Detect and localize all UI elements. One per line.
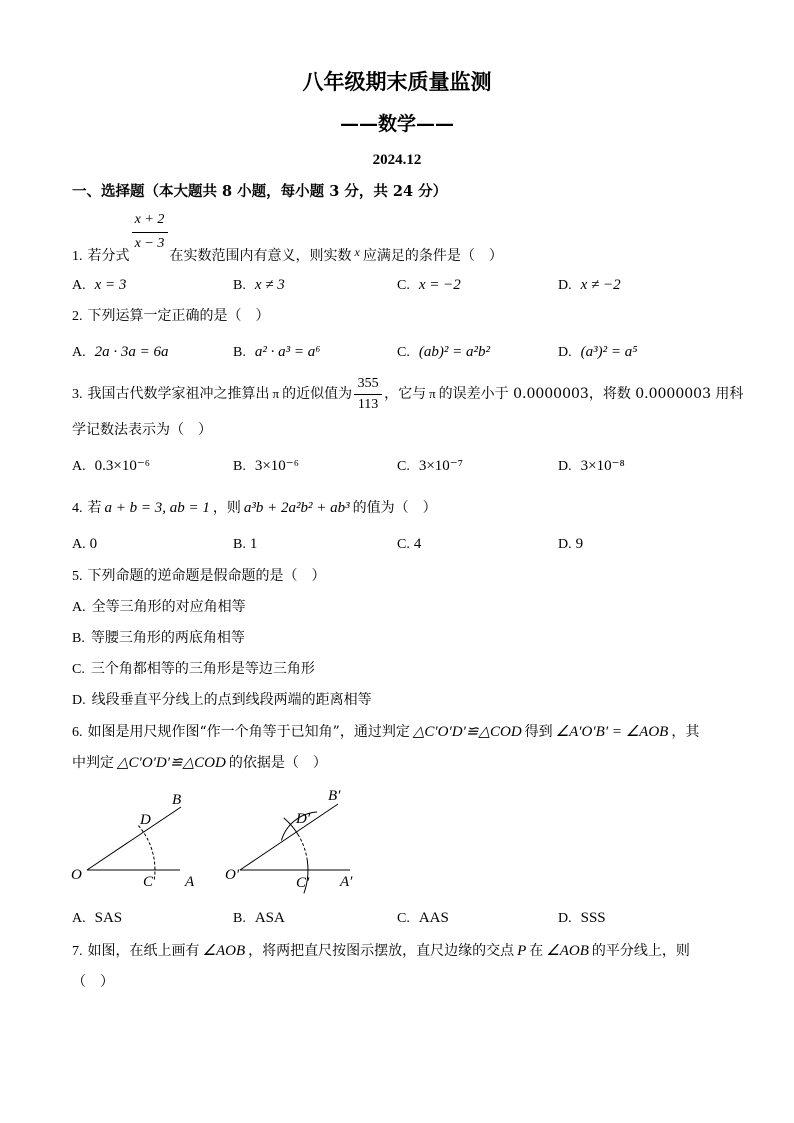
question-5 — [72, 566, 326, 587]
option-letter: A. — [72, 345, 86, 360]
option-value: x = −2 — [418, 277, 461, 293]
original-angle-diagram — [71, 792, 195, 890]
compass-arc-middle — [299, 836, 307, 861]
ray-ob — [87, 807, 181, 870]
question-text: 如图是用尺规作图“作一个角等于已知角”，通过判定 — [87, 724, 410, 740]
option-letter: C. — [397, 459, 410, 474]
question-3 — [72, 376, 744, 412]
fraction — [132, 212, 168, 262]
option-value: 9 — [575, 536, 584, 552]
math-variable: x — [354, 245, 360, 259]
option-d — [558, 908, 606, 929]
option-d — [558, 534, 583, 555]
option-a — [72, 908, 122, 929]
option-value: 4 — [413, 536, 422, 552]
question-4 — [72, 498, 437, 519]
option-letter: A. — [72, 278, 86, 293]
compass-arc — [138, 825, 155, 880]
question-2 — [72, 306, 270, 327]
option-c — [397, 342, 490, 363]
option-a — [72, 456, 150, 477]
label-c: C — [143, 874, 154, 890]
subject-title: ——数学—— — [339, 113, 454, 135]
option-c — [397, 534, 421, 555]
question-text: ，其 — [671, 724, 700, 740]
label-b-prime: B′ — [328, 788, 341, 804]
math-expression: a³b + 2a²b² + ab³ — [243, 500, 350, 516]
option-value: 线段垂直平分线上的点到线段两端的距离相等 — [91, 692, 372, 708]
option-letter: A. — [72, 911, 86, 926]
fraction-denominator: 113 — [357, 397, 379, 412]
option-letter: D. — [558, 911, 572, 926]
math-expression: △C′O′D′≌△COD — [117, 755, 226, 771]
label-c-prime: C′ — [296, 875, 310, 891]
option-letter: B. — [233, 278, 246, 293]
option-value: 1 — [249, 536, 258, 552]
question-text: 若 — [87, 500, 102, 516]
question-3-options — [0, 456, 794, 476]
question-number: 4. — [72, 501, 83, 516]
option-letter: D. — [558, 537, 572, 552]
option-b — [233, 908, 285, 929]
option-a — [72, 275, 126, 296]
option-letter: A. — [72, 459, 86, 474]
section-heading: 一、选择题（本大题共 8 小题，每小题 3 分，共 24 分） — [72, 183, 448, 200]
option-letter: C. — [397, 911, 410, 926]
question-number: 1. — [72, 249, 83, 264]
option-letter: C. — [397, 537, 410, 552]
question-text: 得到 — [524, 724, 553, 740]
option-value: 0.3×10⁻⁶ — [94, 458, 150, 474]
question-2-options — [0, 342, 794, 362]
fraction-denominator: x − 3 — [134, 236, 165, 251]
option-d — [72, 690, 372, 711]
label-a-prime: A′ — [340, 874, 353, 890]
question-text: 的误差小于 0.0000003，将数 0.0000003 用科 — [438, 386, 744, 402]
option-value: x ≠ −2 — [580, 277, 621, 293]
page-title: 八年级期末质量监测 — [302, 69, 492, 94]
option-letter: B. — [233, 537, 246, 552]
question-7 — [72, 941, 690, 962]
label-d: D — [140, 812, 151, 828]
option-d — [558, 456, 625, 477]
pi-symbol: π — [272, 386, 280, 401]
question-text: 在实数范围内有意义，则实数 — [169, 248, 352, 264]
label-o: O — [71, 867, 82, 883]
label-o-prime: O′ — [225, 867, 240, 883]
question-text: 下列命题的逆命题是假命题的是（ ） — [87, 568, 326, 584]
option-value: 等腰三角形的两底角相等 — [90, 630, 245, 646]
option-c — [397, 275, 461, 296]
question-number: 5. — [72, 569, 83, 584]
fraction-numerator: x + 2 — [132, 212, 168, 233]
angle-construction-figure — [0, 780, 400, 900]
option-d — [558, 275, 621, 296]
label-a: A — [185, 874, 195, 890]
option-b — [72, 628, 245, 649]
question-text: 如图，在纸上画有 — [87, 943, 200, 959]
option-value: a² · a³ = a⁶ — [254, 344, 321, 360]
option-value: SSS — [580, 910, 606, 926]
option-value: (a³)² = a⁵ — [580, 344, 638, 360]
option-c — [397, 456, 463, 477]
option-a — [72, 342, 169, 363]
question-4-options — [0, 534, 794, 554]
option-value: 3×10⁻⁷ — [418, 458, 463, 474]
option-value: x = 3 — [94, 277, 127, 293]
option-value: (ab)² = a²b² — [418, 344, 490, 360]
option-b — [233, 275, 285, 296]
math-expression: ∠AOB — [202, 943, 246, 959]
math-expression: ∠AOB — [546, 943, 589, 959]
pi-symbol: π — [429, 386, 436, 401]
option-letter: C. — [397, 278, 410, 293]
option-letter: B. — [72, 631, 85, 646]
option-letter: B. — [233, 459, 246, 474]
question-number: 6. — [72, 725, 83, 740]
question-6 — [72, 722, 699, 743]
question-number: 7. — [72, 944, 83, 959]
fraction-numerator: 355 — [354, 376, 382, 395]
ray-o-prime-b-prime — [240, 804, 338, 870]
option-value: ASA — [254, 910, 285, 926]
option-c — [72, 659, 315, 680]
question-6-options — [0, 908, 794, 928]
question-text: 的平分线上，则 — [591, 943, 690, 959]
option-letter: D. — [558, 459, 572, 474]
question-7-continued: （ ） — [72, 974, 114, 990]
option-letter: C. — [397, 345, 410, 360]
option-letter: D. — [558, 278, 572, 293]
option-value: SAS — [94, 910, 123, 926]
label-d-prime: D′ — [296, 811, 311, 827]
question-number: 2. — [72, 309, 83, 324]
question-3-continued: 学记数法表示为（ ） — [72, 422, 212, 438]
option-letter: A. — [72, 600, 86, 615]
option-letter: B. — [233, 911, 246, 926]
option-a — [72, 597, 246, 618]
question-text: 的值为（ ） — [352, 500, 437, 516]
math-variable: P — [517, 943, 527, 959]
option-value: 全等三角形的对应角相等 — [91, 599, 246, 615]
question-text: ，则 — [212, 500, 241, 516]
option-value: x ≠ 3 — [254, 277, 285, 293]
exam-date: 2024.12 — [372, 152, 422, 168]
option-b — [233, 456, 299, 477]
question-text: 的依据是（ ） — [228, 755, 327, 771]
option-letter: A. — [72, 537, 86, 552]
option-value: 0 — [89, 536, 98, 552]
option-c — [397, 908, 449, 929]
option-letter: D. — [558, 345, 572, 360]
question-text: 应满足的条件是（ ） — [362, 248, 503, 264]
constructed-angle-diagram — [225, 788, 353, 893]
option-b — [233, 342, 320, 363]
option-value: 3×10⁻⁶ — [254, 458, 299, 474]
option-value: AAS — [418, 910, 449, 926]
option-letter: C. — [72, 662, 85, 677]
math-expression: △C′O′D′≌△COD — [412, 724, 522, 740]
question-1-options — [0, 275, 794, 295]
question-text: 我国古代数学家祖冲之推算出 — [87, 386, 270, 402]
question-6-continued — [72, 753, 327, 773]
question-text: ，它与 — [384, 386, 427, 402]
question-number: 3. — [72, 387, 83, 402]
math-expression: a + b = 3, ab = 1 — [104, 500, 210, 516]
fraction — [354, 376, 382, 412]
option-a — [72, 534, 97, 555]
question-text: 若分式 — [87, 248, 130, 264]
question-text: 的近似值为 — [282, 386, 353, 402]
question-text: 下列运算一定正确的是（ ） — [87, 308, 270, 324]
option-b — [233, 534, 257, 555]
option-value: 3×10⁻⁸ — [580, 458, 625, 474]
math-expression: ∠A′O′B′ = ∠AOB — [555, 724, 669, 740]
option-value: 三个角都相等的三角形是等边三角形 — [90, 661, 315, 677]
label-b: B — [172, 792, 182, 808]
option-letter: D. — [72, 693, 86, 708]
option-letter: B. — [233, 345, 246, 360]
question-text: 中判定 — [72, 755, 114, 771]
option-d — [558, 342, 637, 363]
question-text: 在 — [529, 943, 544, 959]
question-text: ，将两把直尺按图示摆放，直尺边缘的交点 — [248, 943, 515, 959]
question-1 — [72, 212, 503, 267]
option-value: 2a · 3a = 6a — [94, 344, 169, 360]
